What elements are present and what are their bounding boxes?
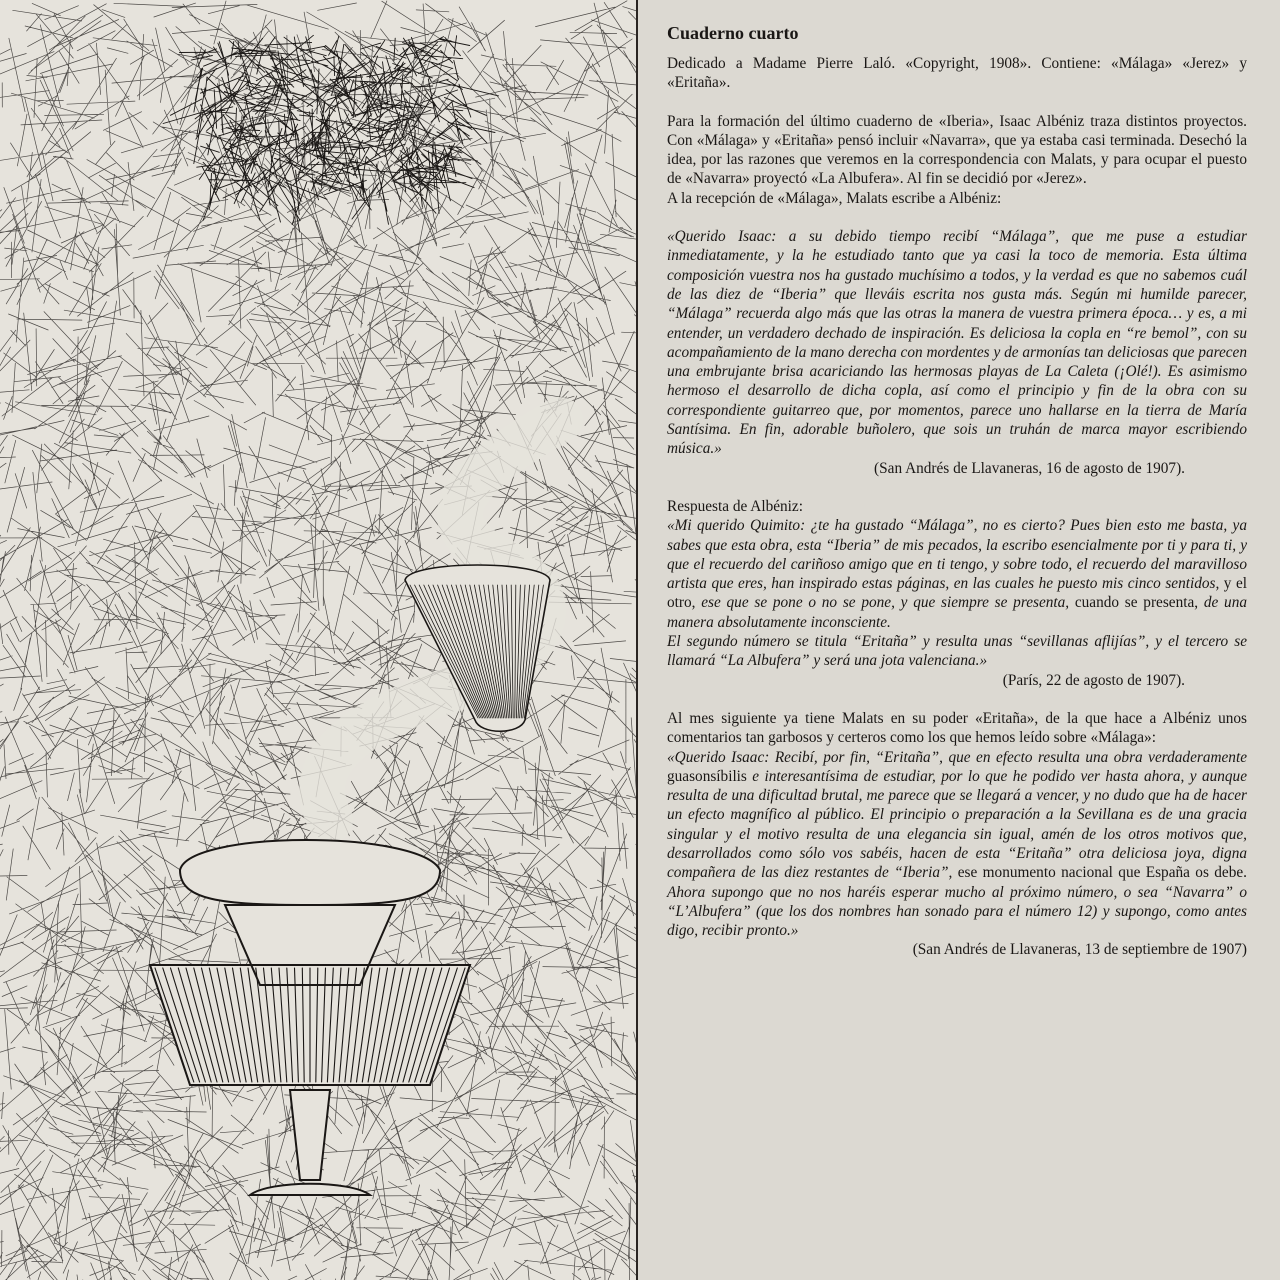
letter-malats-eritana — [667, 748, 1247, 941]
letter2-part-b: y el otro, — [667, 575, 1247, 612]
letter3-part-e: Ahora supongo que no nos haréis esperar mucho al próximo número, o sea “Navarra” o “L’Albufera” (que los dos nombres han sonado para el número 12) y supongo, como antes digo, recibir pronto.» — [667, 883, 1247, 940]
reception-line: A la recepción de «Málaga», Malats escribe a Albéniz: — [667, 189, 1002, 207]
intro-paragraph: Para la formación del último cuaderno de «Iberia», Isaac Albéniz traza distintos proyectos. Con «Málaga» y «Eritaña» pensó incluir «Navarra», que ya estaba casi terminada. Desechó la idea, por las razones que veremos en la correspondencia con Malats, y para ocupar el puesto de «Navarra» proyectó «La Albufera». Al fin se decidió por «Jerez». — [667, 112, 1247, 188]
section-title: Cuaderno cuarto — [667, 23, 799, 43]
letter3-part-b: guasonsíbilis — [667, 767, 747, 785]
engraving-illustration — [0, 0, 638, 1280]
letter2-part-a: «Mi querido Quimito: ¿te ha gustado “Málaga”, no es cierto? Pues bien esto me basta, ya sabes que esta obra, esta “Iberia” de mis pecados, la escribo esencialmente por ti y para ti, y que el recuerdo del cariñoso amigo que en ti tengo, y sobre todo, el recuerdo del maravilloso artista que eres, han inspirado estas páginas, en las cuales he puesto mis cinco sentidos, — [667, 517, 1247, 593]
signature-line-2: (París, 22 de agosto de 1907). — [1002, 671, 1185, 689]
engraving-artwork — [0, 0, 636, 1280]
dedication-paragraph: Dedicado a Madame Pierre Laló. «Copyright, 1908». Contiene: «Málaga» «Jerez» y «Eritaña». — [667, 55, 1247, 92]
letter3-part-a: «Querido Isaac: Recibí, por fin, “Eritaña”, que en efecto resulta una obra verdaderamente — [667, 748, 1247, 766]
text-column — [667, 22, 1247, 960]
letter2-part-d: cuando se presenta, — [1069, 594, 1204, 612]
signature-line-3: (San Andrés de Llavaneras, 13 de septiembre de 1907) — [912, 941, 1247, 959]
letter2-part-c: ese que se pone o no se pone, y que siempre se presenta, — [701, 594, 1070, 612]
reply-heading: Respuesta de Albéniz: — [667, 497, 803, 515]
signature-line-1: (San Andrés de Llavaneras, 16 de agosto de 1907). — [874, 459, 1185, 477]
letter-malats-malaga: «Querido Isaac: a su debido tiempo recibí “Málaga”, que me puse a estudiar inmediatamente, y la he estudiado tanto que ya casi la toco de memoria. Esta última composición vuestra nos ha gustado muchísimo a todos, y la verdad es que no sabemos cuál de las diez de “Iberia” que lleváis escrita nos gusta más. Según mi humilde parecer, “Málaga” recuerda algo más que las otras la manera de vuestra primera época… y es, a mi entender, un verdadero dechado de inspiración. Es deliciosa la copla en “re bemol”, con su acompañamiento de la mano derecha con mordentes y de armonías tan deliciosas que parecen una embrujante brisa acariciando las hermosas playas de La Caleta (¡Olé!). Es asimismo hermoso el desarrollo de dicha copla, así como el principio y fin de la obra con su correspondiente guitarreo que, por momentos, parece uno hallarse en la tierra de María Santísima. En fin, adorable buñolero, que sois un truhán de marca mayor escribiendo música.» — [667, 228, 1247, 458]
letter2-part-f: El segundo número se titula “Eritaña” y resulta unas “sevillanas aflijías”, y el tercero se llamará “La Albufera” y será una jota valenciana.» — [667, 633, 1247, 670]
letter-albeniz-reply — [667, 516, 1247, 632]
letter3-part-d: ese monumento nacional que España os debe. — [957, 864, 1247, 882]
next-month-paragraph: Al mes siguiente ya tiene Malats en su poder «Eritaña», de la que hace a Albéniz unos comentarios tan garbosos y certeros como los que hemos leído sobre «Málaga»: — [667, 709, 1247, 747]
letter3-part-c: e interesantísima de estudiar, por lo que he podido ver hasta ahora, y aunque resulta de una dificultad brutal, me parece que se llegará a vencer, y no dudo que ha de hacer un efecto magnífico al público. El principio o preparación a la Sevillana es de una gracia singular y el motivo resulta de una elegancia sin igual, amén de los otros motivos que, desarrollados como sólo vos sabéis, hacen de esta “Eritaña” otra deliciosa joya, digna compañera de las diez restantes de “Iberia”, — [667, 767, 1247, 882]
letter2-part-e: de una manera absolutamente inconsciente. — [667, 594, 1248, 631]
